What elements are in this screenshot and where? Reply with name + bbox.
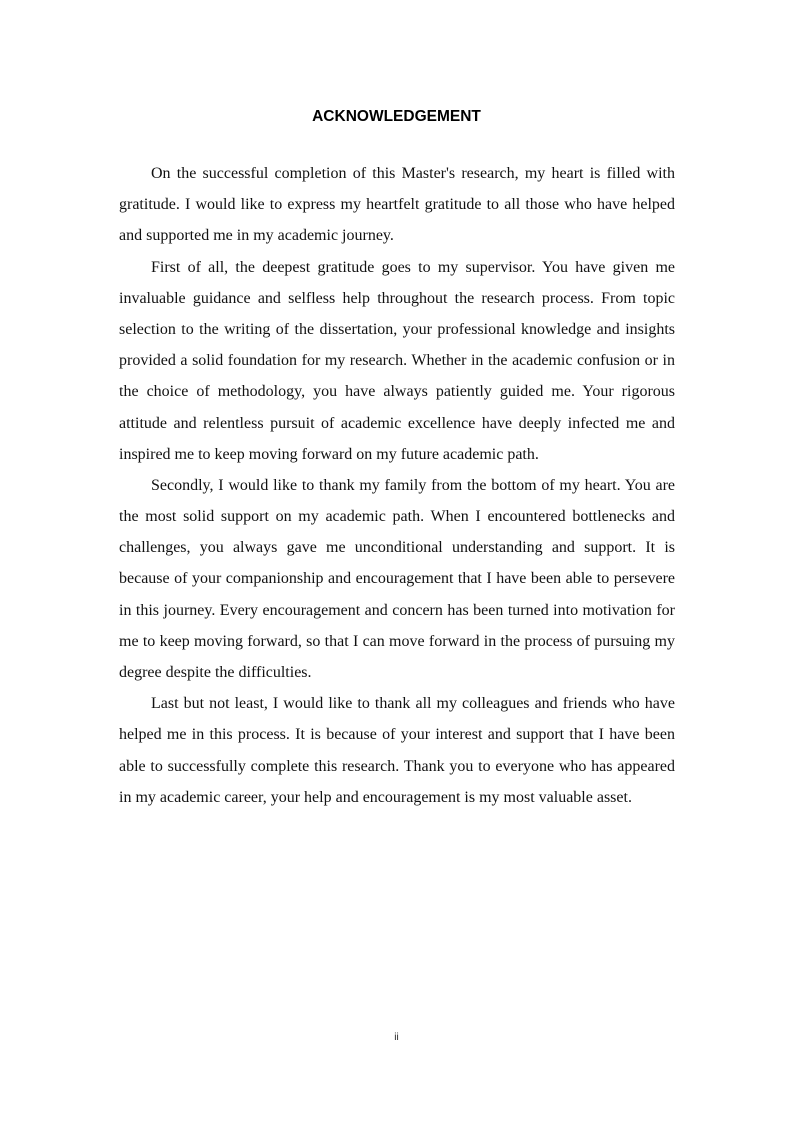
text-line: degree despite the difficulties.: [119, 664, 312, 681]
page-number: ii: [394, 1032, 399, 1043]
text-line: and supported me in my academic journey.: [119, 227, 394, 245]
text-line: selection to the writing of the dissertation, your professional knowledge and insights: [119, 320, 675, 338]
text-line: First of all, the deepest gratitude goes to my supervisor. You have given me: [151, 258, 675, 276]
acknowledgement-body: [119, 158, 675, 813]
text-line: challenges, you always gave me unconditional understanding and support. It is: [119, 539, 675, 557]
paragraph-4: [119, 688, 675, 813]
text-line: On the successful completion of this Master's research, my heart is filled with: [151, 165, 675, 182]
text-line: the choice of methodology, you have always patiently guided me. Your rigorous: [119, 383, 675, 401]
text-line: provided a solid foundation for my research. Whether in the academic confusion or in: [119, 352, 675, 370]
text-line: helped me in this process. It is because of your interest and support that I have been: [119, 726, 675, 744]
page-title: ACKNOWLEDGEMENT: [312, 108, 481, 125]
text-line: the most solid support on my academic path. When I encountered bottlenecks and: [119, 508, 675, 526]
text-line: me to keep moving forward, so that I can move forward in the process of pursuing my: [119, 632, 675, 650]
text-line: Last but not least, I would like to thank all my colleagues and friends who have: [151, 695, 675, 713]
text-line: in my academic career, your help and encouragement is my most valuable asset.: [119, 788, 632, 806]
text-line: in this journey. Every encouragement and concern has been turned into motivation for: [119, 601, 675, 619]
text-line: gratitude. I would like to express my heartfelt gratitude to all those who have helped: [119, 196, 675, 214]
text-line: because of your companionship and encouragement that I have been able to persevere: [119, 570, 675, 588]
paragraph-2: [119, 252, 675, 470]
text-line: inspired me to keep moving forward on my future academic path.: [119, 445, 539, 463]
paragraph-3: [119, 470, 675, 688]
text-line: invaluable guidance and selfless help throughout the research process. From topic: [119, 289, 675, 307]
text-line: Secondly, I would like to thank my family from the bottom of my heart. You are: [151, 476, 675, 494]
text-line: able to successfully complete this research. Thank you to everyone who has appeared: [119, 757, 675, 775]
text-line: attitude and relentless pursuit of academic excellence have deeply infected me and: [119, 414, 675, 432]
paragraph-1: [119, 158, 675, 252]
